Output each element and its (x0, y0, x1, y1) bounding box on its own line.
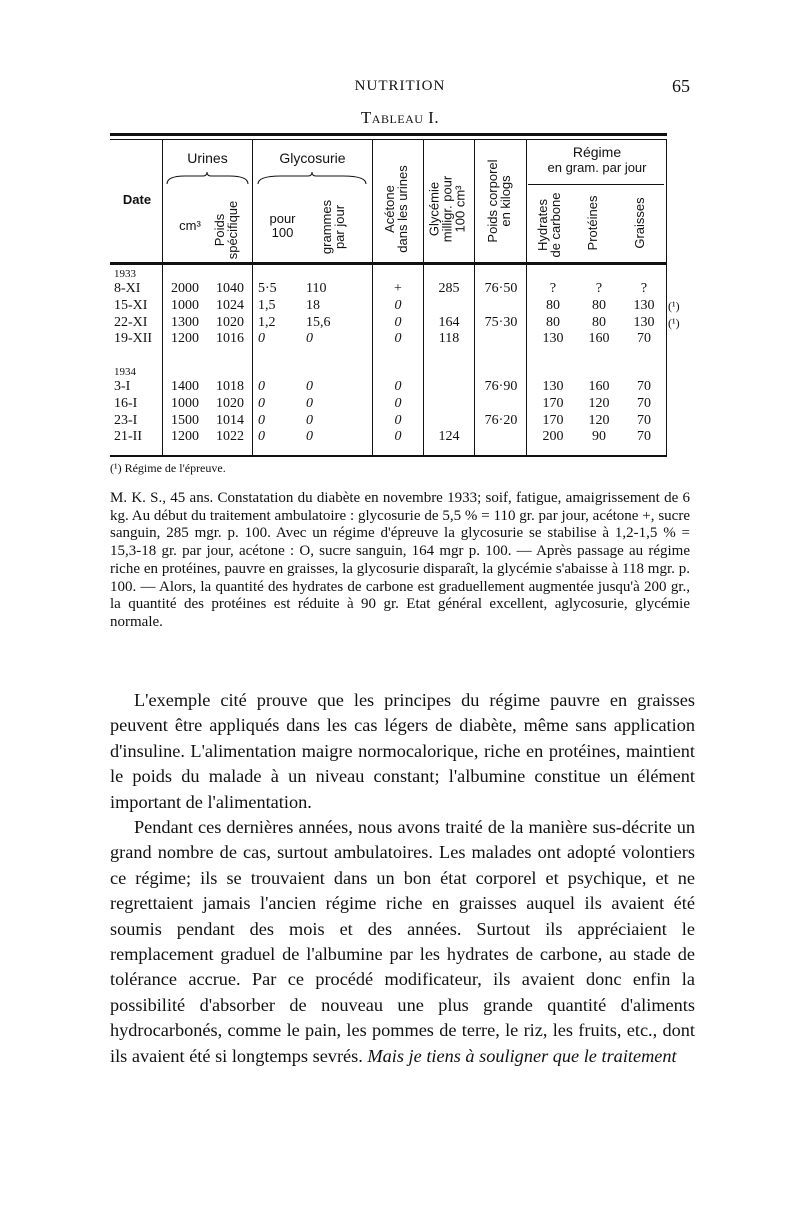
table-cell-date: 19-XII (114, 331, 153, 347)
table-cell-hy: 130 (542, 379, 564, 394)
page-number: 65 (672, 76, 690, 96)
table-cell-pr: 160 (588, 331, 610, 347)
group-header-urines: Urines (187, 150, 228, 166)
table-cell-cm3: 1400 (171, 379, 199, 394)
table-cell-ps: 1022 (216, 429, 244, 445)
table-cell-date: 16-I (114, 395, 138, 411)
table-cell-gj: 15,6 (306, 314, 331, 330)
year-label-1934: 1934 (114, 366, 136, 378)
table-cell-ps: 1014 (216, 412, 244, 428)
table-cell-gly: 118 (438, 331, 460, 347)
table-cell-ps: 1016 (216, 331, 244, 347)
col-header-acetone: Acétone dans les urines (382, 165, 410, 253)
col-header-poids-specifique: Poids spécifique (212, 200, 240, 260)
table-vrule (423, 140, 424, 455)
table-vrule (162, 140, 163, 455)
table-cell-cm3: 1000 (171, 297, 199, 313)
table-cell-p100: 0 (258, 412, 265, 428)
table-cell-gj: 110 (306, 281, 327, 296)
col-header-date: Date (122, 192, 152, 207)
group-header-regime-sub: en gram. par jour (547, 160, 647, 175)
table-cell-p100: 0 (258, 331, 265, 347)
col-header-cm3: cm³ (179, 218, 201, 233)
table-cell-p100: 5·5 (258, 281, 277, 296)
table-cell-pr: 120 (588, 395, 610, 411)
table-cell-hy: 80 (546, 297, 560, 313)
table-cell-ps: 1018 (216, 379, 244, 394)
table-vrule (526, 140, 527, 455)
group-header-glycosurie: Glycosurie (279, 150, 346, 166)
col-header-proteines: Protéines (585, 195, 600, 251)
table-caption: Tableau I. (360, 108, 440, 127)
table-cell-ps: 1020 (216, 314, 244, 330)
paragraph-2 (110, 815, 695, 1069)
year-label-1933: 1933 (114, 268, 136, 280)
table-cell-date: 21-II (114, 429, 142, 445)
table-vrule (252, 140, 253, 455)
table-cell-gr: 70 (637, 395, 651, 411)
table-bottom-rule (110, 455, 667, 457)
table-cell-cm3: 1500 (171, 412, 199, 428)
table-cell-pc: 75·30 (484, 314, 518, 330)
table-cell-hy: 200 (542, 429, 564, 445)
table-cell-hy: 170 (542, 412, 564, 428)
data-table (0, 0, 800, 470)
table-cell-gj: 0 (306, 412, 313, 428)
col-header-poids-corporel: Poids corporel en kilogs (485, 159, 513, 243)
table-cell-hy: 80 (546, 314, 560, 330)
table-cell-hy: 170 (542, 395, 564, 411)
table-cell-ps: 1020 (216, 395, 244, 411)
table-cell-hy: 130 (542, 331, 564, 347)
table-cell-ac: 0 (394, 395, 402, 411)
table-cell-gr: ? (640, 281, 648, 296)
table-cell-p100: 1,2 (258, 314, 276, 330)
body-text (110, 688, 695, 1069)
paragraph-2-italic: Mais je tiens à souligner que le traitement (367, 1045, 677, 1066)
table-vrule (372, 140, 373, 455)
brace-glycosurie (256, 172, 368, 186)
table-cell-note: (¹) (668, 315, 680, 330)
col-header-glycemie: Glycémie milligr. pour 100 cm³ (426, 175, 468, 243)
table-cell-ac: + (394, 281, 402, 296)
table-cell-date: 15-XI (114, 297, 148, 313)
regime-underline (528, 184, 664, 185)
table-cell-note: (¹) (668, 298, 680, 313)
table-cell-gly: 164 (438, 314, 460, 330)
table-vrule (474, 140, 475, 455)
table-cell-ac: 0 (394, 297, 402, 313)
table-cell-pr: 90 (592, 429, 606, 445)
col-header-hydrates: Hydrates de carbone (535, 192, 563, 258)
table-cell-ac: 0 (394, 314, 402, 330)
table-cell-gj: 18 (306, 297, 320, 313)
table-cell-gr: 130 (633, 297, 655, 313)
table-cell-gj: 0 (306, 395, 313, 411)
table-cell-pc: 76·50 (484, 281, 518, 296)
case-description: M. K. S., 45 ans. Constatation du diabète en novembre 1933; soif, fatigue, amaigrissement de 6 kg. Au début du traitement ambulatoire : glycosurie de 5,5 % = 110 gr. par jour, acétone +, sucre sanguin, 285 mgr. p. 100. Avec un régime d'épreuve la glycosurie se stabilise à 1,2-1,5 % = 15,3-18 gr. par jour, acétone : O, sucre sanguin, 164 mgr p. 100. — Après passage au régime riche en protéines, pauvre en graisses, la glycosurie disparaît, la glycémie s'abaisse à 118 mgr. p. 100. — Alors, la quantité des hydrates de carbone est graduellement augmentée jusqu'à 200 gr., la quantité des protéines est réduite à 90 gr. Etat général excellent, aglycosurie, glycémie normale. (110, 490, 690, 630)
table-cell-gly: 285 (438, 281, 460, 296)
table-cell-gr: 70 (637, 412, 651, 428)
table-cell-gr: 130 (633, 314, 655, 330)
table-cell-ac: 0 (394, 412, 402, 428)
table-cell-gr: 70 (637, 379, 651, 394)
table-cell-pr: 160 (588, 379, 610, 394)
table-cell-pr: 80 (592, 314, 606, 330)
table-cell-p100: 0 (258, 379, 265, 394)
table-cell-gr: 70 (637, 429, 651, 445)
table-cell-gly: 124 (438, 429, 460, 445)
table-cell-pr: 120 (588, 412, 610, 428)
table-cell-date: 8-XI (114, 281, 141, 296)
col-header-pour100: pour 100 (269, 211, 296, 240)
table-cell-date: 23-I (114, 412, 138, 428)
table-cell-cm3: 1000 (171, 395, 199, 411)
table-cell-pr: ? (595, 281, 603, 296)
table-cell-date: 3-I (114, 379, 131, 394)
table-cell-cm3: 1200 (171, 331, 199, 347)
table-cell-hy: ? (549, 281, 557, 296)
running-title: NUTRITION (354, 78, 446, 94)
table-cell-p100: 1,5 (258, 297, 276, 313)
table-cell-gj: 0 (306, 429, 313, 445)
table-top-rule-thin (110, 139, 667, 140)
table-cell-ps: 1040 (216, 281, 244, 296)
table-top-rule (110, 133, 667, 136)
brace-urines (165, 172, 250, 186)
table-cell-cm3: 1300 (171, 314, 199, 330)
paragraph-2-text: Pendant ces dernières années, nous avons traité de la manière sus-décrite un grand nombre de cas, surtout ambulatoires. Les malades ont adopté volontiers ce régime; ils se trouvaient dans un bon état corporel et psychique, et ne regrettaient jamais l'ancien régime riche en graisses auquel ils avaient été soumis pendant des mois et des années. Surtout ils appréciaient le remplacement graduel de l'albumine par les hydrates de carbone, au stade de tolérance accrue. Par ce procédé modificateur, ils avaient donc enfin la possibilité d'absorber de nouveau une plus grande quantité d'aliments hydrocarbonés, comme le pain, les pommes de terre, le riz, les fruits, etc., dont ils avaient été si longtemps sevrés. (110, 817, 695, 1066)
table-cell-gr: 70 (637, 331, 651, 347)
table-cell-pc: 76·90 (484, 379, 518, 394)
table-cell-gj: 0 (306, 331, 313, 347)
table-cell-ac: 0 (394, 379, 402, 394)
table-cell-p100: 0 (258, 395, 265, 411)
table-cell-ac: 0 (394, 429, 402, 445)
table-cell-ac: 0 (394, 331, 402, 347)
table-cell-date: 22-XI (114, 314, 148, 330)
table-cell-pc: 76·20 (484, 412, 518, 428)
table-cell-gj: 0 (306, 379, 313, 394)
table-cell-ps: 1024 (216, 297, 244, 313)
table-footnote: (¹) Régime de l'épreuve. (110, 461, 226, 475)
table-vrule (666, 140, 667, 455)
table-cell-p100: 0 (258, 429, 265, 445)
col-header-graisses: Graisses (632, 197, 647, 249)
col-header-grammes: grammes par jour (319, 199, 347, 255)
group-header-regime: Régime (572, 144, 622, 160)
table-cell-cm3: 2000 (171, 281, 199, 296)
table-header-rule (110, 262, 667, 265)
table-cell-pr: 80 (592, 297, 606, 313)
paragraph-1: L'exemple cité prouve que les principes du régime pauvre en graisses peuvent être appliqués dans les cas légers de diabète, même sans application d'insuline. L'alimentation maigre normocalorique, riche en protéines, maintient le poids du malade à un niveau constant; l'albumine constitue un élément important de l'alimentation. (110, 690, 695, 812)
table-cell-cm3: 1200 (171, 429, 199, 445)
